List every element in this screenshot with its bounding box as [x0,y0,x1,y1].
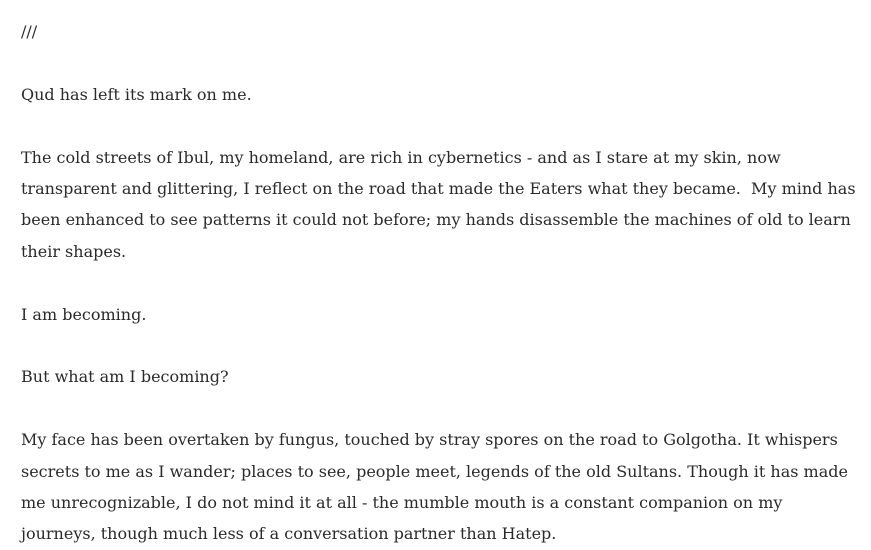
paragraph-becoming: I am becoming. [21,304,147,324]
paragraph-fungus: My face has been overtaken by fungus, touched by stray spores on the road to Golgotha. It whispers secrets to me as I wander; places to see, people meet, legends of the old Sultans. Though it has made me unrecognizable, I do not mind it at all - the mumble mouth is a constant companion on my journeys, though much less of a conversation partner than Hatep. [21,430,854,544]
paragraph-ibul: The cold streets of Ibul, my homeland, are rich in cybernetics - and as I stare at my skin, now transparent and glittering, I reflect on the road that made the Eaters what they became. My mind has been enhanced to see patterns it could not before; my hands disassemble the machines of old to learn their shapes. [21,147,861,261]
paragraph-question: But what am I becoming? [21,367,229,387]
paragraph-intro: Qud has left its mark on me. [21,84,252,104]
section-divider: /// [21,22,38,41]
